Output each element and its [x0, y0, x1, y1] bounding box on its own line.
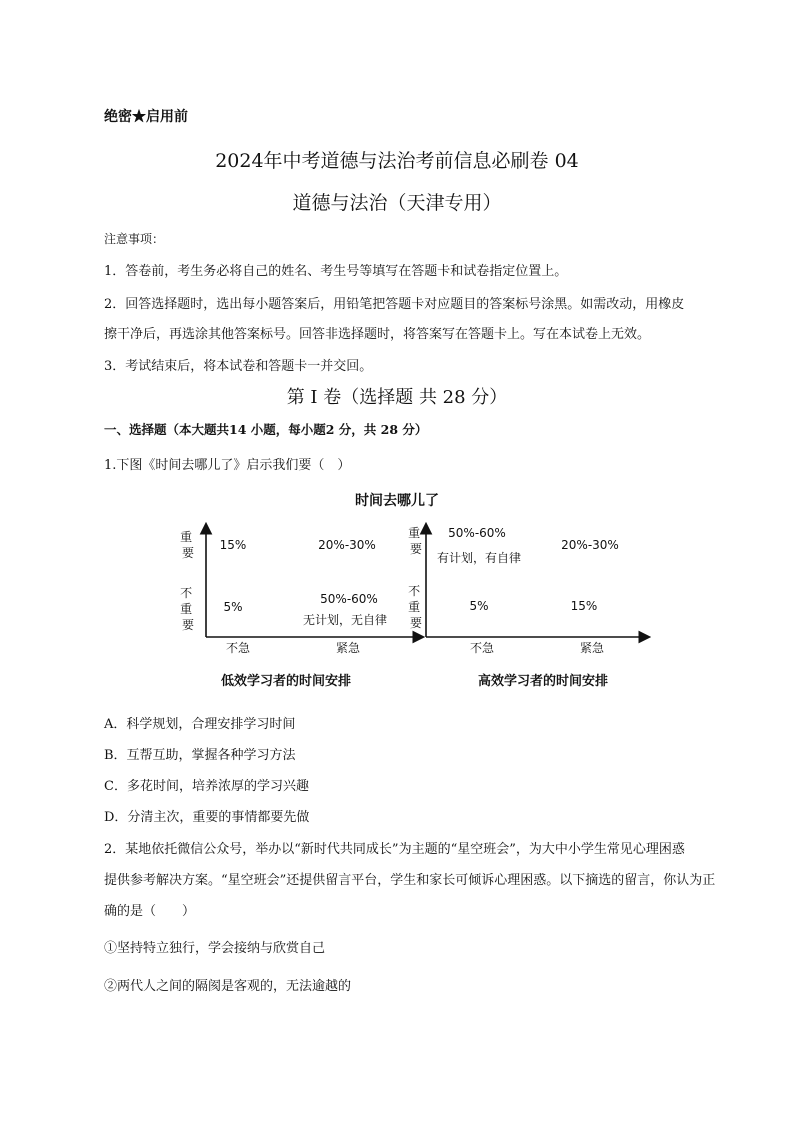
notice-item: 3．考试结束后，将本试卷和答题卡一并交回。 — [104, 359, 373, 374]
notice-item: 擦干净后，再选涂其他答案标号。回答非选择题时，将答案写在答题卡上。写在本试卷上无效。 — [104, 327, 651, 342]
question-2-statement: ②两代人之间的隔阂是客观的，无法逾越的 — [104, 979, 352, 994]
question-1-option: A．科学规划，合理安排学习时间 — [104, 717, 296, 732]
right-y-label-important-char: 重 — [408, 526, 421, 540]
left-panel-caption: 低效学习者的时间安排 — [220, 674, 352, 689]
confidential-label: 绝密★启用前 — [104, 109, 188, 125]
question-1-option: D．分清主次，重要的事情都要先做 — [104, 810, 310, 825]
chart-title: 时间去哪儿了 — [355, 493, 439, 509]
question-1-stem: 1.下图《时间去哪儿了》启示我们要（ ） — [104, 458, 351, 473]
question-1-option: B．互帮互助，掌握各种学习方法 — [104, 748, 296, 763]
question-2-stem-line: 确的是（ ） — [104, 904, 196, 919]
left-x-label-urgent: 紧急 — [335, 641, 361, 655]
left-y-label-unimportant — [180, 586, 196, 632]
notice-item: 2．回答选择题时，选出每小题答案后，用铅笔把答题卡对应题目的答案标号涂黑。如需改动，用橡皮 — [104, 297, 685, 312]
right-y-label-important-char: 要 — [409, 542, 423, 556]
part-heading: 一、选择题（本大题共14 小题，每小题2 分，共 28 分） — [104, 422, 428, 437]
right-cell-unimportant-urgent: 15% — [570, 599, 598, 613]
notice-item: 1．答卷前，考生务必将自己的姓名、考生号等填写在答题卡和试卷指定位置上。 — [104, 264, 568, 279]
question-2-stem-line: 2．某地依托微信公众号，举办以“新时代共同成长”为主题的“星空班会”，为大中小学生常见心理困惑 — [104, 842, 685, 857]
right-y-label-unimportant-char: 要 — [409, 616, 423, 630]
exam-title: 2024年中考道德与法治考前信息必刷卷 04 — [215, 150, 579, 172]
left-cell-unimportant-urgent: 50%-60% — [320, 592, 378, 606]
right-x-label-not-urgent: 不急 — [469, 641, 495, 655]
right-x-label-urgent: 紧急 — [579, 641, 605, 655]
time-management-chart — [0, 485, 794, 700]
left-y-label-unimportant-char: 要 — [181, 618, 195, 632]
right-y-label-unimportant-char: 重 — [408, 600, 421, 614]
question-1-option: C．多花时间，培养浓厚的学习兴趣 — [104, 779, 309, 794]
left-cell-important-urgent: 20%-30% — [318, 538, 376, 552]
notice-heading: 注意事项： — [104, 232, 165, 246]
left-cell-unimportant-not-urgent: 5% — [223, 600, 243, 614]
section-title: 第 I 卷（选择题 共 28 分） — [286, 387, 508, 408]
left-y-label-unimportant-char: 重 — [180, 602, 193, 616]
question-2-statement: ①坚持特立独行，学会接纳与欣赏自己 — [104, 941, 326, 956]
left-x-label-not-urgent: 不急 — [225, 641, 251, 655]
left-cell-unimportant-urgent-note: 无计划，无自律 — [302, 613, 388, 627]
right-y-label-important — [408, 525, 424, 556]
left-y-label-important-char: 要 — [181, 546, 195, 560]
left-cell-important-not-urgent: 15% — [219, 538, 247, 552]
right-panel-caption: 高效学习者的时间安排 — [477, 674, 609, 689]
right-y-label-unimportant-char: 不 — [408, 584, 421, 598]
left-y-label-important-char: 重 — [180, 530, 193, 544]
exam-subtitle: 道德与法治（天津专用） — [292, 192, 502, 214]
question-2-stem-line: 提供参考解决方案。“星空班会”还提供留言平台，学生和家长可倾诉心理困惑。以下摘选的留言，你认为正 — [104, 873, 716, 888]
right-cell-important-urgent: 20%-30% — [561, 538, 619, 552]
right-cell-important-not-urgent: 50%-60% — [448, 526, 506, 540]
left-y-label-unimportant-char: 不 — [180, 586, 193, 600]
right-cell-important-not-urgent-note: 有计划，有自律 — [436, 551, 522, 565]
right-y-label-unimportant — [408, 584, 424, 630]
right-cell-unimportant-not-urgent: 5% — [469, 599, 489, 613]
left-y-label-important — [180, 529, 196, 560]
